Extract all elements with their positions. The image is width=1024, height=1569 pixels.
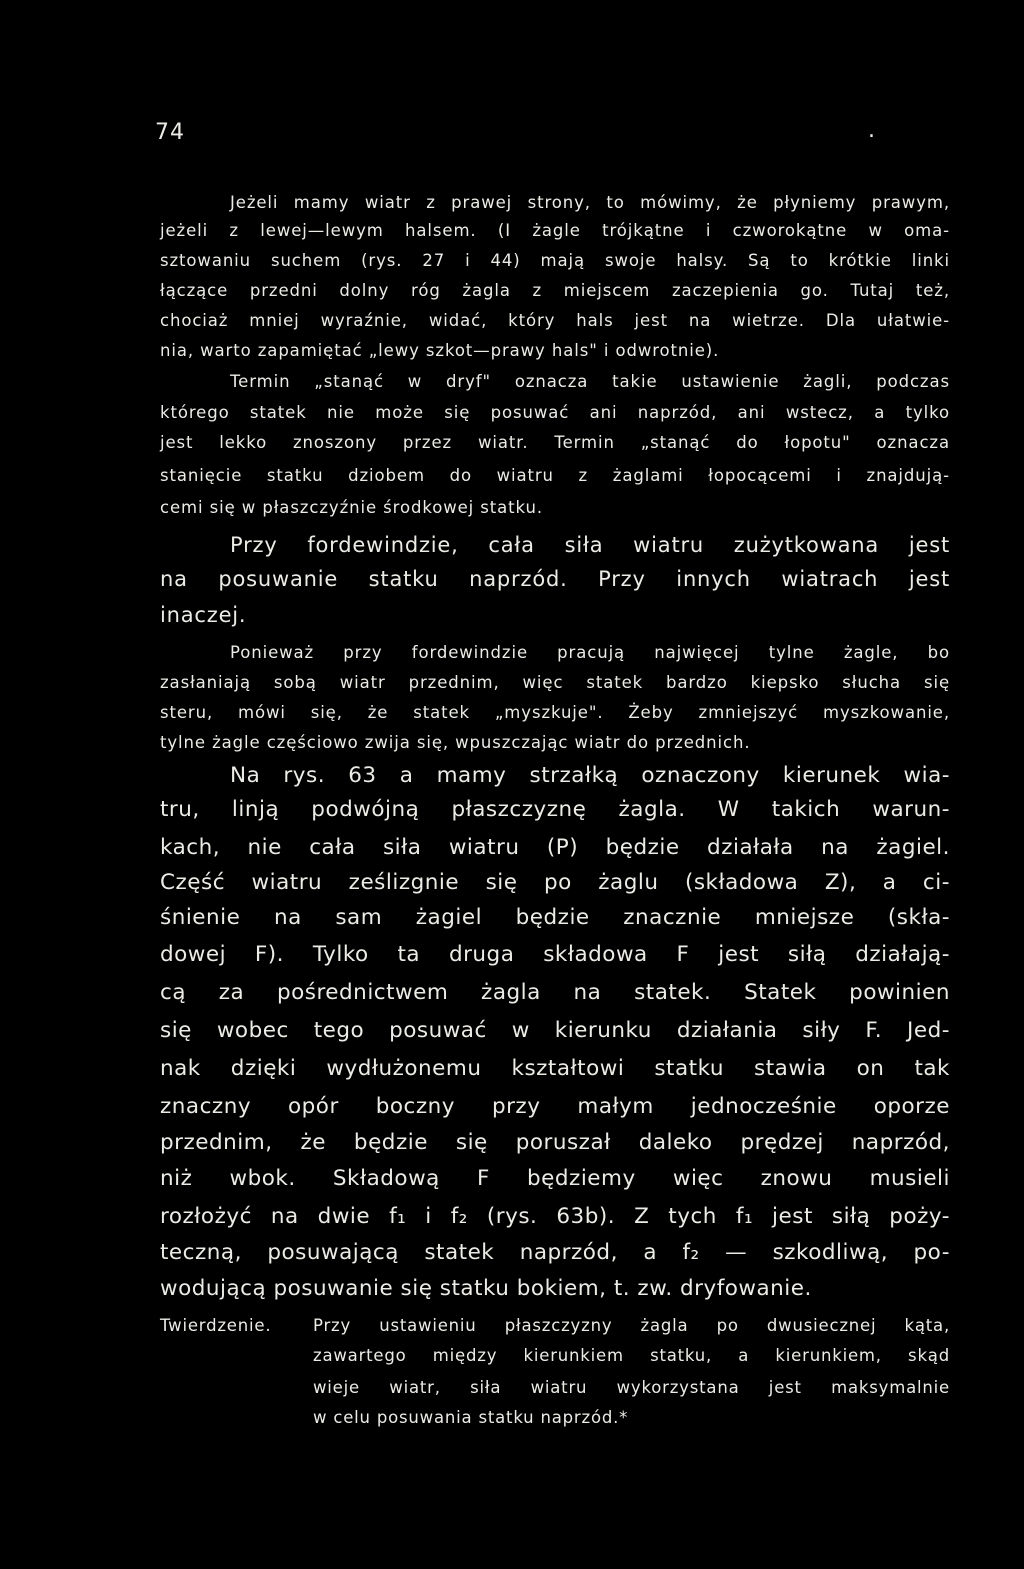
text-line: cemi się w płaszczyźnie środkowej statku. [160,498,543,517]
theorem-line: w celu posuwania statku naprzód.* [313,1408,629,1427]
theorem-line: wieje wiatr, siła wiatru wykorzystana jest maksymalnie [313,1378,950,1397]
text-line: tru, linją podwójną płaszczyznę żagla. W takich warun- [160,797,950,822]
text-line: wodującą posuwanie się statku bokiem, t. zw. dryfowanie. [160,1276,812,1301]
text-line: Na rys. 63 a mamy strzałką oznaczony kierunek wia- [230,763,950,788]
text-line: Termin „stanąć w dryf" oznacza takie ustawienie żagli, podczas [230,372,950,391]
text-line: którego statek nie może się posuwać ani naprzód, ani wstecz, a tylko [160,403,950,422]
stray-mark: . [868,118,875,143]
text-line: steru, mówi się, że statek „myszkuje". Żeby zmniejszyć myszkowanie, [160,703,950,722]
text-line: tylne żagle częściowo zwija się, wpuszczając wiatr do przednich. [160,733,751,752]
text-line: łączące przedni dolny róg żagla z miejscem zaczepienia go. Tutaj też, [160,281,950,300]
theorem-line: Przy ustawieniu płaszczyzny żagla po dwusiecznej kąta, [313,1316,950,1335]
text-line: Przy fordewindzie, cała siła wiatru zużytkowana jest [230,533,950,557]
text-line: kach, nie cała siła wiatru (P) będzie działała na żagiel. [160,835,950,860]
page-number: 74 [155,120,185,145]
text-line: śnienie na sam żagiel będzie znacznie mniejsze (skła- [160,905,950,930]
theorem-label: Twierdzenie. [160,1316,272,1335]
text-line: znaczny opór boczny przy małym jednocześnie oporze [160,1094,950,1119]
text-line: Ponieważ przy fordewindzie pracują najwięcej tylne żagle, bo [230,643,950,662]
text-line: inaczej. [160,603,247,627]
theorem-line: zawartego między kierunkiem statku, a kierunkiem, skąd [313,1346,950,1365]
text-line: cą za pośrednictwem żagla na statek. Statek powinien [160,980,950,1005]
text-line: Jeżeli mamy wiatr z prawej strony, to mówimy, że płyniemy prawym, [230,193,950,212]
text-line: jeżeli z lewej—lewym halsem. (I żagle trójkątne i czworokątne w oma- [160,221,950,240]
text-line: dowej F). Tylko ta druga składowa F jest siłą działają- [160,942,950,967]
text-line: niż wbok. Składową F będziemy więc znowu musieli [160,1166,950,1191]
text-line: zasłaniają sobą wiatr przednim, więc statek bardzo kiepsko słucha się [160,673,950,692]
text-line: nia, warto zapamiętać „lewy szkot—prawy hals" i odwrotnie). [160,341,720,360]
text-line: sztowaniu suchem (rys. 27 i 44) mają swoje halsy. Są to krótkie linki [160,251,950,270]
text-line: Część wiatru ześlizgnie się po żaglu (składowa Z), a ci- [160,870,950,895]
text-line: teczną, posuwającą statek naprzód, a f₂ — szkodliwą, po- [160,1240,950,1265]
text-line: przednim, że będzie się poruszał daleko prędzej naprzód, [160,1130,950,1155]
text-line: się wobec tego posuwać w kierunku działania siły F. Jed- [160,1018,950,1043]
text-line: jest lekko znoszony przez wiatr. Termin „stanąć do łopotu" oznacza [160,433,950,452]
text-line: rozłożyć na dwie f₁ i f₂ (rys. 63b). Z tych f₁ jest siłą poży- [160,1204,950,1229]
text-line: na posuwanie statku naprzód. Przy innych wiatrach jest [160,567,950,591]
text-line: nak dzięki wydłużonemu kształtowi statku stawia on tak [160,1056,950,1081]
text-line: stanięcie statku dziobem do wiatru z żaglami łopocącemi i znajdują- [160,466,950,485]
text-line: chociaż mniej wyraźnie, widać, który hals jest na wietrze. Dla ułatwie- [160,311,950,330]
